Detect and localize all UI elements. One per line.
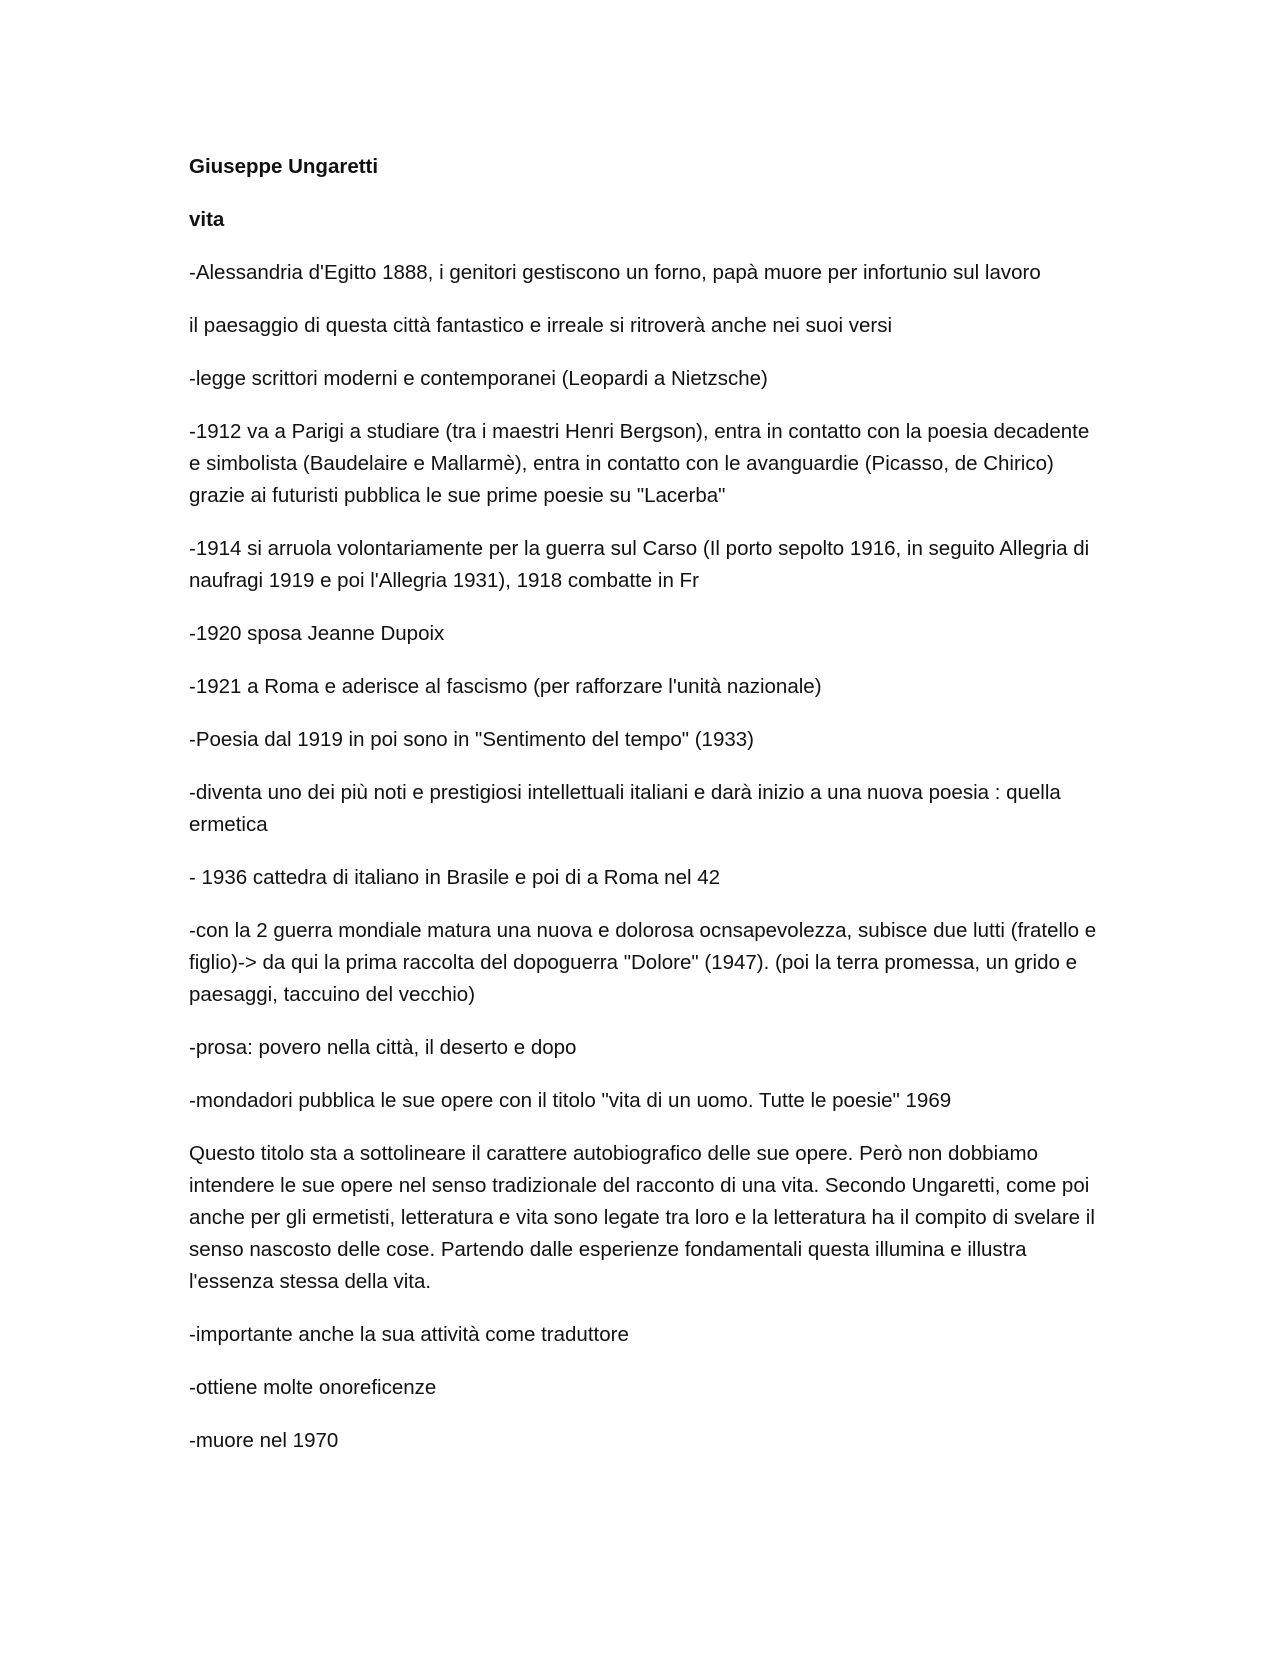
paragraph-1921-roma: -1921 a Roma e aderisce al fascismo (per rafforzare l'unità nazionale)	[189, 675, 822, 698]
section-heading: vita	[189, 208, 225, 231]
paragraph-muore: -muore nel 1970	[189, 1429, 339, 1452]
paragraph-scrittori: -legge scrittori moderni e contemporanei (Leopardi a Nietzsche)	[189, 367, 768, 390]
paragraph-traduttore: -importante anche la sua attività come traduttore	[189, 1323, 629, 1346]
paragraph-1936-brasile: - 1936 cattedra di italiano in Brasile e poi di a Roma nel 42	[189, 866, 721, 889]
paragraph-poesia-ermetica: -diventa uno dei più noti e prestigiosi intellettuali italiani e darà inizio a una nuova poesia : quella ermetica	[189, 781, 1061, 836]
paragraph-onoreficenze: -ottiene molte onoreficenze	[189, 1376, 437, 1399]
paragraph-prosa: -prosa: povero nella città, il deserto e dopo	[189, 1036, 577, 1059]
paragraph-1920-sposa: -1920 sposa Jeanne Dupoix	[189, 622, 445, 645]
paragraph-dolore: -con la 2 guerra mondiale matura una nuova e dolorosa ocnsapevolezza, subisce due lutti (fratello e figlio)-> da qui la prima raccolta del dopoguerra "Dolore" (1947). (poi la terra promessa, un grido e paesaggi, taccuino del vecchio)	[189, 919, 1097, 1006]
paragraph-sentimento-del-tempo: -Poesia dal 1919 in poi sono in "Sentimento del tempo" (1933)	[189, 728, 754, 751]
paragraph-titolo-autobiografico: Questo titolo sta a sottolineare il carattere autobiografico delle sue opere. Però non dobbiamo intendere le sue opere nel senso tradizionale del racconto di una vita. Secondo Ungaretti, come poi anche per gli ermetisti, letteratura e vita sono legate tra loro e la letteratura ha il compito di svelare il senso nascosto delle cose. Partendo dalle esperienze fondamentali questa illumina e illustra l'essenza stessa della vita.	[189, 1142, 1095, 1293]
paragraph-alessandria: -Alessandria d'Egitto 1888, i genitori gestiscono un forno, papà muore per infortunio sul lavoro	[189, 261, 1041, 284]
paragraph-1912-parigi: -1912 va a Parigi a studiare (tra i maestri Henri Bergson), entra in contatto con la poesia decadente e simbolista (Baudelaire e Mallarmè), entra in contatto con le avanguardie (Picasso, de Chirico) grazie ai futuristi pubblica le sue prime poesie su "Lacerba"	[189, 420, 1090, 507]
paragraph-mondadori: -mondadori pubblica le sue opere con il titolo "vita di un uomo. Tutte le poesie" 1969	[189, 1089, 952, 1112]
document-title: Giuseppe Ungaretti	[189, 155, 379, 178]
paragraph-1914-guerra: -1914 si arruola volontariamente per la guerra sul Carso (Il porto sepolto 1916, in seguito Allegria di naufragi 1919 e poi l'Allegria 1931), 1918 combatte in Fr	[189, 537, 1090, 592]
paragraph-paesaggio: il paesaggio di questa città fantastico e irreale si ritroverà anche nei suoi versi	[189, 314, 893, 337]
document-body	[189, 151, 1099, 1478]
